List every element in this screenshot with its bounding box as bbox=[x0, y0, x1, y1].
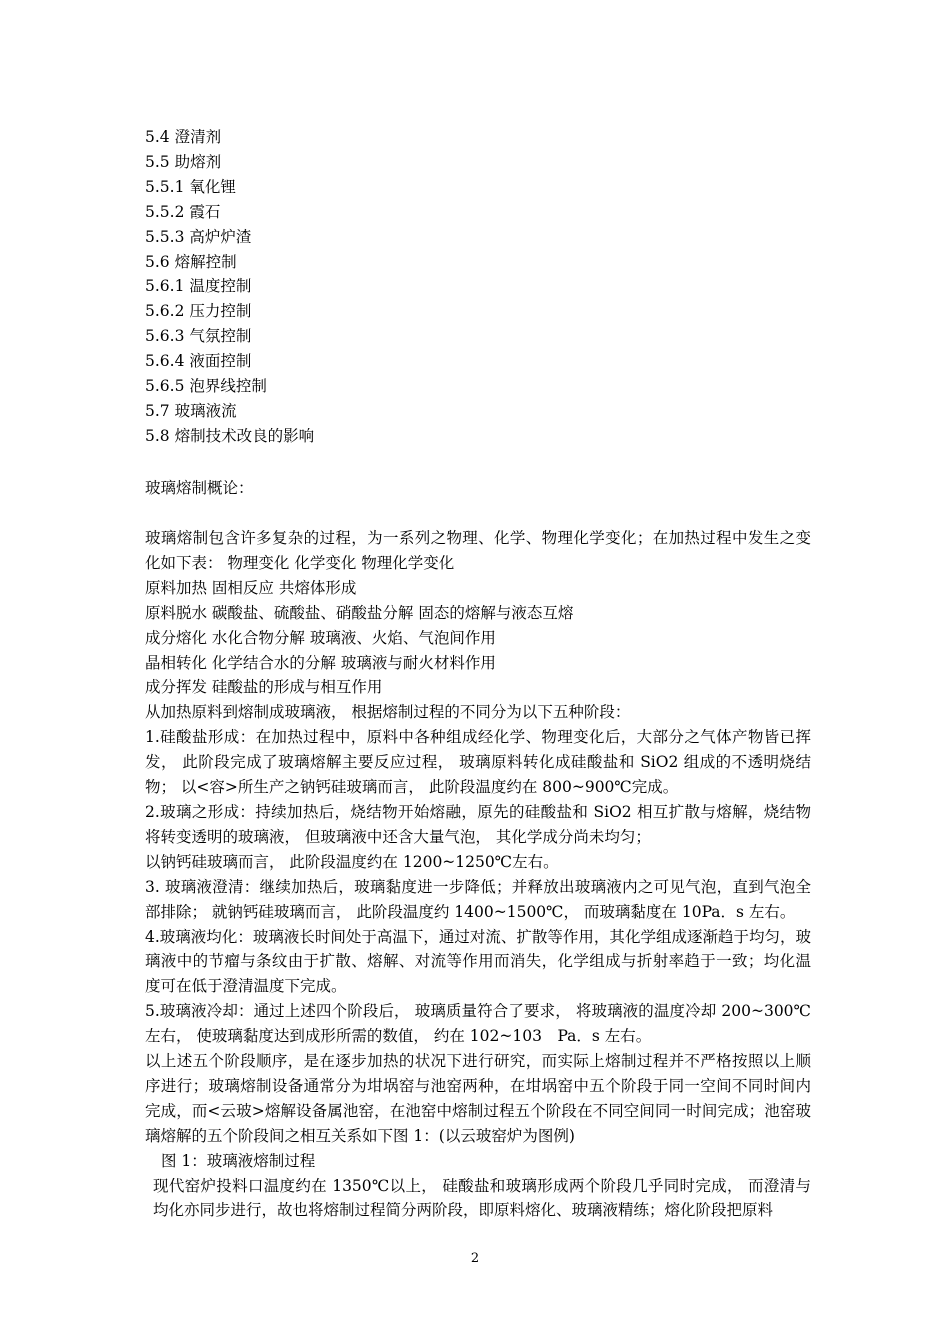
toc-item: 5.6.3 气氛控制 bbox=[145, 327, 252, 346]
stage-2-paragraph: 2.玻璃之形成：持续加热后，烧结物开始熔融，原先的硅酸盐和 SiO2 相互扩散与熔解，烧结物将转变透明的玻璃液， 但玻璃液中还含大量气泡， 其化学成分尚未均匀； bbox=[145, 802, 811, 846]
toc-item: 5.6 熔解控制 bbox=[145, 252, 237, 271]
table-row: 原料加热 固相反应 共熔体形成 bbox=[145, 578, 357, 597]
stages-intro: 从加热原料到熔制成玻璃液， 根据熔制过程的不同分为以下五种阶段： bbox=[145, 703, 631, 722]
stage-2-temperature: 以钠钙硅玻璃而言， 此阶段温度约在 1200~1250℃左右。 bbox=[145, 852, 559, 871]
modern-kiln-paragraph: 现代窑炉投料口温度约在 1350℃以上， 硅酸盐和玻璃形成两个阶段几乎同时完成， 而澄清与均化亦同步进行，故也将熔制过程简分两阶段，即原料熔化、玻璃液精练；熔化阶段把原料 bbox=[153, 1176, 811, 1220]
table-row: 原料脱水 碳酸盐、硫酸盐、硝酸盐分解 固态的熔解与液态互熔 bbox=[145, 603, 574, 622]
stage-1-paragraph: 1.硅酸盐形成：在加热过程中，原料中各种组成经化学、物理变化后，大部分之气体产物皆已挥发， 此阶段完成了玻璃熔解主要反应过程， 玻璃原料转化成硅酸盐和 SiO2 组成的不透明烧结物； 以<容>所生产之钠钙硅玻璃而言， 此阶段温度约在 800~900℃完成。 bbox=[145, 728, 811, 797]
summary-paragraph: 以上述五个阶段顺序，是在逐步加热的状况下进行研究，而实际上熔制过程并不严格按照以上顺序进行；玻璃熔制设备通常分为坩埚窑与池窑两种，在坩埚窑中五个阶段于同一空间不同时间内完成，而<云玻>熔解设备属池窑，在池窑中熔制过程五个阶段在不同空间同一时间完成；池窑玻璃熔解的五个阶段间之相互关系如下图 1：(以云玻窑炉为图例) bbox=[145, 1052, 811, 1145]
toc-item: 5.6.5 泡界线控制 bbox=[145, 377, 267, 396]
toc-item: 5.5 助熔剂 bbox=[145, 152, 222, 171]
toc-item: 5.4 澄清剂 bbox=[145, 128, 222, 146]
table-row: 晶相转化 化学结合水的分解 玻璃液与耐火材料作用 bbox=[145, 653, 496, 672]
toc-item: 5.5.3 高炉炉渣 bbox=[145, 227, 252, 246]
stage-4-paragraph: 4.玻璃液均化：玻璃液长时间处于高温下，通过对流、扩散等作用，其化学组成逐渐趋于均匀，玻璃液中的节瘤与条纹由于扩散、熔解、对流等作用而消失，化学组成与折射率趋于一致；均化温度可在低于澄清温度下完成。 bbox=[145, 927, 811, 996]
toc-item: 5.5.2 霞石 bbox=[145, 202, 221, 221]
page-number: 2 bbox=[470, 1251, 480, 1266]
stage-3-paragraph: 3. 玻璃液澄清：继续加热后，玻璃黏度进一步降低；并释放出玻璃液内之可见气泡，直到气泡全部排除； 就钠钙硅玻璃而言， 此阶段温度约 1400~1500℃， 而玻璃黏度在 10Pa．s 左右。 bbox=[145, 877, 811, 921]
table-row: 成分熔化 水化合物分解 玻璃液、火焰、气泡间作用 bbox=[145, 628, 496, 647]
toc-item: 5.5.1 氧化锂 bbox=[145, 177, 236, 196]
intro-paragraph: 玻璃熔制包含许多复杂的过程，为一系列之物理、化学、物理化学变化；在加热过程中发生之变化如下表： 物理变化 化学变化 物理化学变化 bbox=[145, 529, 811, 572]
table-of-contents bbox=[145, 125, 825, 449]
section-heading: 玻璃熔制概论： bbox=[145, 479, 254, 497]
toc-item: 5.6.1 温度控制 bbox=[145, 277, 252, 296]
toc-item: 5.6.2 压力控制 bbox=[145, 302, 252, 321]
stage-5-paragraph: 5.玻璃液冷却：通过上述四个阶段后， 玻璃质量符合了要求， 将玻璃液的温度冷却 200~300℃左右， 使玻璃黏度达到成形所需的数值， 约在 102~103 Pa．s 左右。 bbox=[145, 1002, 811, 1046]
figure-caption: 图 1：玻璃液熔制过程 bbox=[161, 1151, 316, 1170]
body-text bbox=[145, 526, 811, 1223]
toc-item: 5.6.4 液面控制 bbox=[145, 352, 252, 371]
toc-item: 5.7 玻璃液流 bbox=[145, 401, 237, 420]
table-row: 成分挥发 硅酸盐的形成与相互作用 bbox=[145, 678, 383, 697]
toc-item: 5.8 熔制技术改良的影响 bbox=[145, 426, 315, 445]
